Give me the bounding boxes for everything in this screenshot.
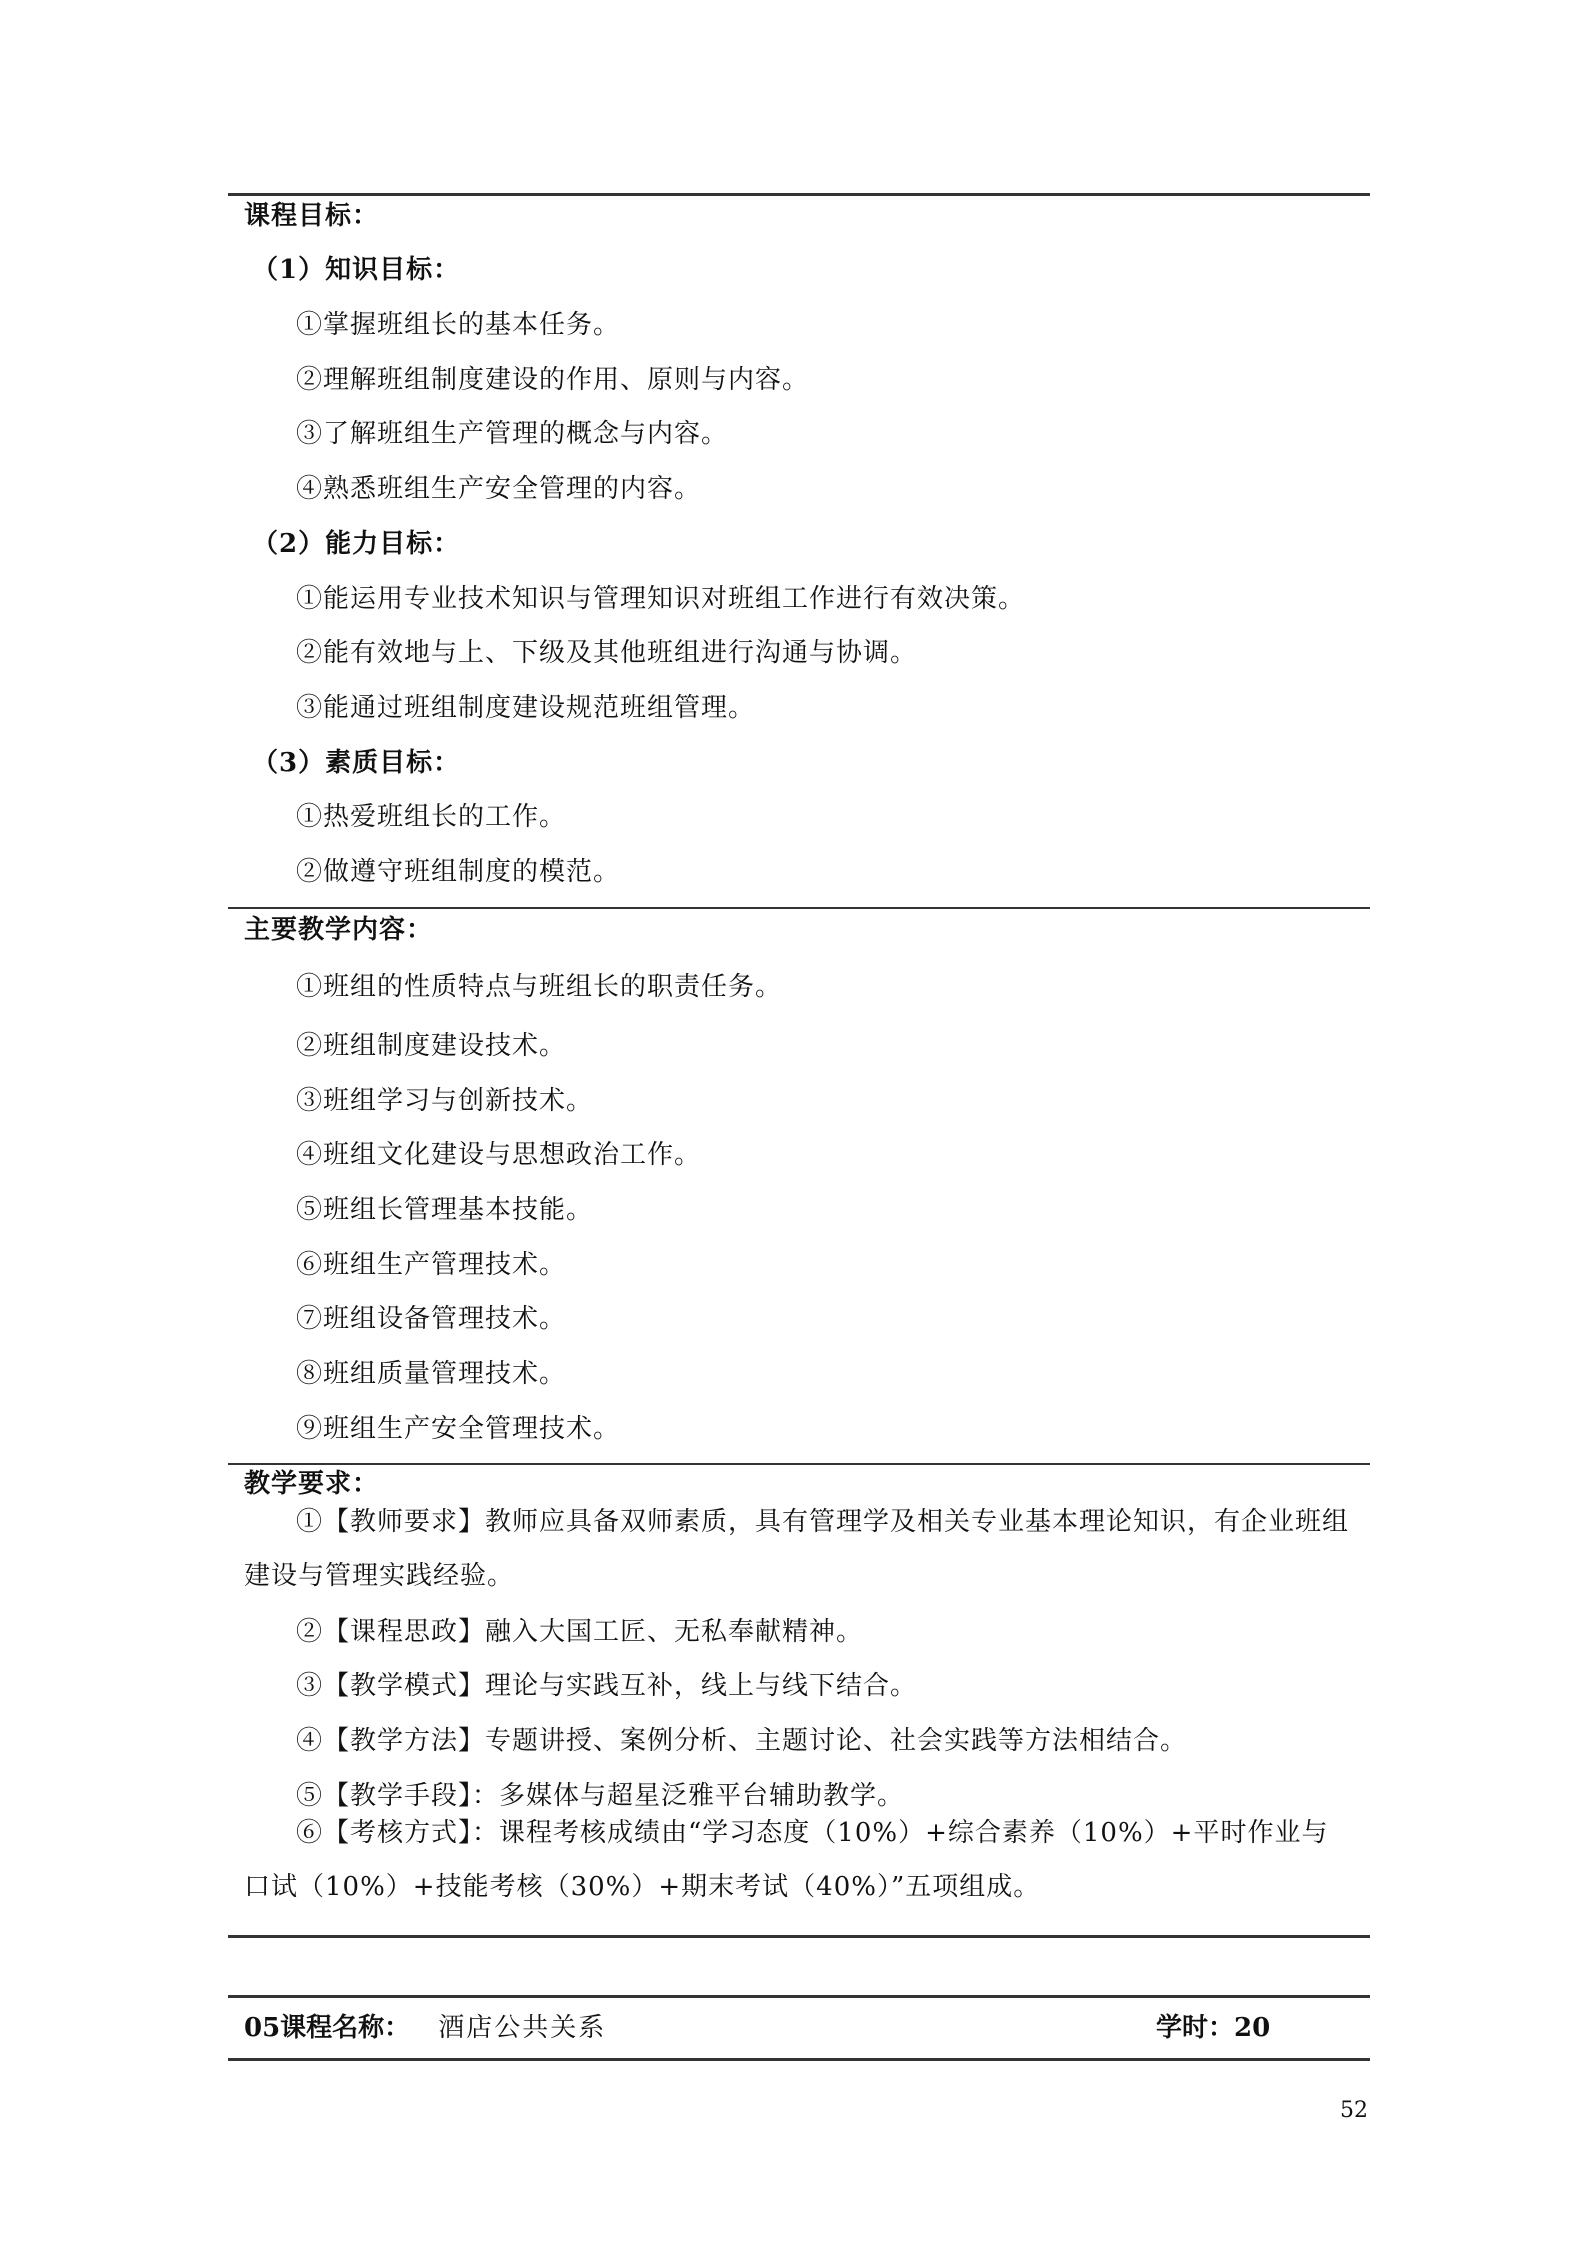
quality-item: ②做遵守班组制度的模范。 — [296, 857, 621, 887]
content-item: ⑦班组设备管理技术。 — [296, 1304, 567, 1334]
requirement-item: ②【课程思政】融入大国工匠、无私奉献精神。 — [296, 1617, 864, 1647]
ability-item: ①能运用专业技术知识与管理知识对班组工作进行有效决策。 — [296, 584, 1026, 614]
course-objectives-heading: 课程目标： — [244, 201, 380, 231]
content-item: ④班组文化建设与思想政治工作。 — [296, 1140, 702, 1170]
course-name-value: 酒店公共关系 — [438, 2013, 607, 2043]
knowledge-item: ①掌握班组长的基本任务。 — [296, 310, 621, 340]
section-divider-objectives — [228, 907, 1370, 909]
knowledge-objectives-label: （1）知识目标： — [252, 255, 461, 285]
course-header-row — [244, 2008, 1370, 2048]
course-header-bottom-border — [228, 2058, 1370, 2061]
requirement-item: ⑥【考核方式】：课程考核成绩由“学习态度（10%）+综合素养（10%）+平时作业与口试（10%）+技能考核（30%）+期末考试（40%）”五项组成。 — [244, 1818, 1329, 1902]
quality-item: ①热爱班组长的工作。 — [296, 802, 567, 832]
requirement-item: ④【教学方法】专题讲授、案例分析、主题讨论、社会实践等方法相结合。 — [296, 1726, 1188, 1756]
table-bottom-border — [228, 1935, 1370, 1938]
table-top-border — [228, 193, 1370, 196]
requirement-item: ③【教学模式】理论与实践互补，线上与线下结合。 — [296, 1671, 918, 1701]
requirement-item: ⑤【教学手段】：多媒体与超星泛雅平台辅助教学。 — [296, 1781, 905, 1811]
page-number: 52 — [1340, 2098, 1368, 2123]
knowledge-item: ④熟悉班组生产安全管理的内容。 — [296, 474, 702, 504]
section-divider-content — [228, 1463, 1370, 1465]
ability-item: ②能有效地与上、下级及其他班组进行沟通与协调。 — [296, 638, 918, 668]
content-item: ⑨班组生产安全管理技术。 — [296, 1414, 621, 1444]
content-item: ②班组制度建设技术。 — [296, 1031, 567, 1061]
knowledge-item: ③了解班组生产管理的概念与内容。 — [296, 419, 729, 449]
content-item: ⑧班组质量管理技术。 — [296, 1359, 567, 1389]
content-item: ③班组学习与创新技术。 — [296, 1086, 594, 1116]
content-item: ①班组的性质特点与班组长的职责任务。 — [296, 972, 783, 1002]
requirement-item: ①【教师要求】教师应具备双师素质，具有管理学及相关专业基本理论知识，有企业班组建设与管理实践经验。 — [244, 1507, 1350, 1591]
course-name-label: 05课程名称： — [244, 2013, 411, 2043]
course-header-top-border — [228, 1995, 1370, 1998]
course-hours: 学时：20 — [1156, 2013, 1271, 2043]
knowledge-item: ②理解班组制度建设的作用、原则与内容。 — [296, 365, 810, 395]
main-content-heading: 主要教学内容： — [244, 915, 434, 945]
content-item: ⑤班组长管理基本技能。 — [296, 1195, 594, 1225]
quality-objectives-label: （3）素质目标： — [252, 748, 461, 778]
ability-item: ③能通过班组制度建设规范班组管理。 — [296, 693, 756, 723]
requirements-heading: 教学要求： — [244, 1469, 380, 1499]
content-item: ⑥班组生产管理技术。 — [296, 1250, 567, 1280]
ability-objectives-label: （2）能力目标： — [252, 529, 461, 559]
